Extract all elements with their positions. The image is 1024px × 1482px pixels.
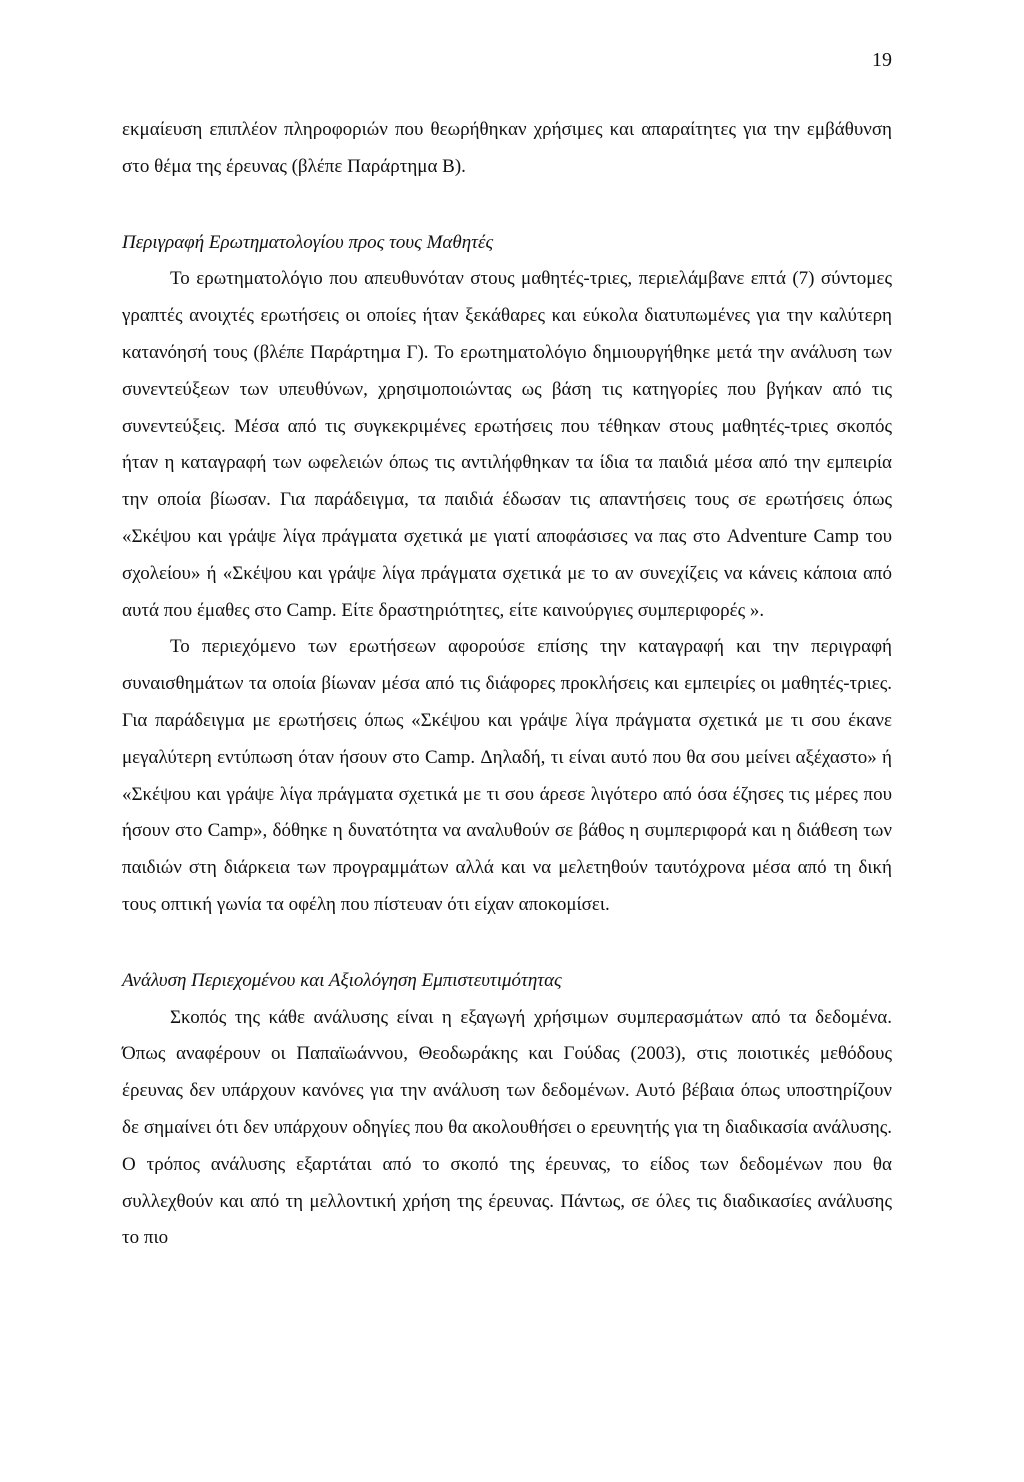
- paragraph-content-analysis: Σκοπός της κάθε ανάλυσης είναι η εξαγωγή χρήσιμων συμπερασμάτων από τα δεδομένα. Όπως αναφέρουν οι Παπαϊωάννου, Θεοδωράκης και Γούδας (2003), στις ποιοτικές μεθόδους έρευνας δεν υπάρχουν κανόνες για την ανάλυση των δεδομένων. Αυτό βέβαια όπως υποστηρίζουν δε σημαίνει ότι δεν υπάρχουν οδηγίες που θα ακολουθήσει ο ερευνητής για τη διαδικασία ανάλυσης. Ο τρόπος ανάλυσης εξαρτάται από το σκοπό της έρευνας, το είδος των δεδομένων που θα συλλεχθούν και από τη μελλοντική χρήση της έρευνας. Πάντως, σε όλες τις διαδικασίες ανάλυσης το πιο: [122, 1006, 892, 1249]
- section-heading-content-analysis: Ανάλυση Περιεχομένου και Αξιολόγηση Εμπιστευτιμότητας: [122, 969, 562, 991]
- section-heading-questionnaire: Περιγραφή Ερωτηματολογίου προς τους Μαθητές: [122, 231, 494, 253]
- paragraph-questionnaire-content: Το περιεχόμενο των ερωτήσεων αφορούσε επίσης την καταγραφή και την περιγραφή συναισθημάτων τα οποία βίωναν μέσα από τις διάφορες προκλήσεις και εμπειρίες οι μαθητές-τριες. Για παράδειγμα με ερωτήσεις όπως «Σκέψου και γράψε λίγα πράγματα σχετικά με τι σου έκανε μεγαλύτερη εντύπωση όταν ήσουν στο Camp. Δηλαδή, τι είναι αυτό που θα σου μείνει αξέχαστο» ή «Σκέψου και γράψε λίγα πράγματα σχετικά με τι σου άρεσε λιγότερο από όσα έζησες τις μέρες που ήσουν στο Camp», δόθηκε η δυνατότητα να αναλυθούν σε βάθος η συμπεριφορά και η διάθεση των παιδιών στη διάρκεια των προγραμμάτων αλλά και να μελετηθούν ταυτόχρονα μέσα από τη δική τους οπτική γωνία τα οφέλη που πίστευαν ότι είχαν αποκομίσει.: [122, 636, 892, 915]
- spacer: [122, 186, 892, 225]
- paragraph-intro: εκμαίευση επιπλέον πληροφοριών που θεωρήθηκαν χρήσιμες και απαραίτητες για την εμβάθυνση στο θέμα της έρευνας (βλέπε Παράρτημα Β).: [122, 119, 892, 177]
- page-body: [122, 112, 892, 1257]
- spacer: [122, 924, 892, 963]
- paragraph-questionnaire-description: Το ερωτηματολόγιο που απευθυνόταν στους μαθητές-τριες, περιελάμβανε επτά (7) σύντομες γραπτές ανοιχτές ερωτήσεις οι οποίες ήταν ξεκάθαρες και εύκολα διατυπωμένες για την καλύτερη κατανόησή τους (βλέπε Παράρτημα Γ). Το ερωτηματολόγιο δημιουργήθηκε μετά την ανάλυση των συνεντεύξεων των υπευθύνων, χρησιμοποιώντας ως βάση τις κατηγορίες που βγήκαν από τις συνεντεύξεις. Μέσα από τις συγκεκριμένες ερωτήσεις που τέθηκαν στους μαθητές-τριες σκοπός ήταν η καταγραφή των ωφελειών όπως τις αντιλήφθηκαν τα ίδια τα παιδιά μέσα από την εμπειρία την οποία βίωσαν. Για παράδειγμα, τα παιδιά έδωσαν τις απαντήσεις τους σε ερωτήσεις όπως «Σκέψου και γράψε λίγα πράγματα σχετικά με γιατί αποφάσισες να πας στο Adventure Camp του σχολείου» ή «Σκέψου και γράψε λίγα πράγματα σχετικά με το αν συνεχίζεις να κάνεις κάποια από αυτά που έμαθες στο Camp. Είτε δραστηριότητες, είτε καινούργιες συμπεριφορές ».: [122, 268, 892, 621]
- page-number: 19: [872, 49, 892, 71]
